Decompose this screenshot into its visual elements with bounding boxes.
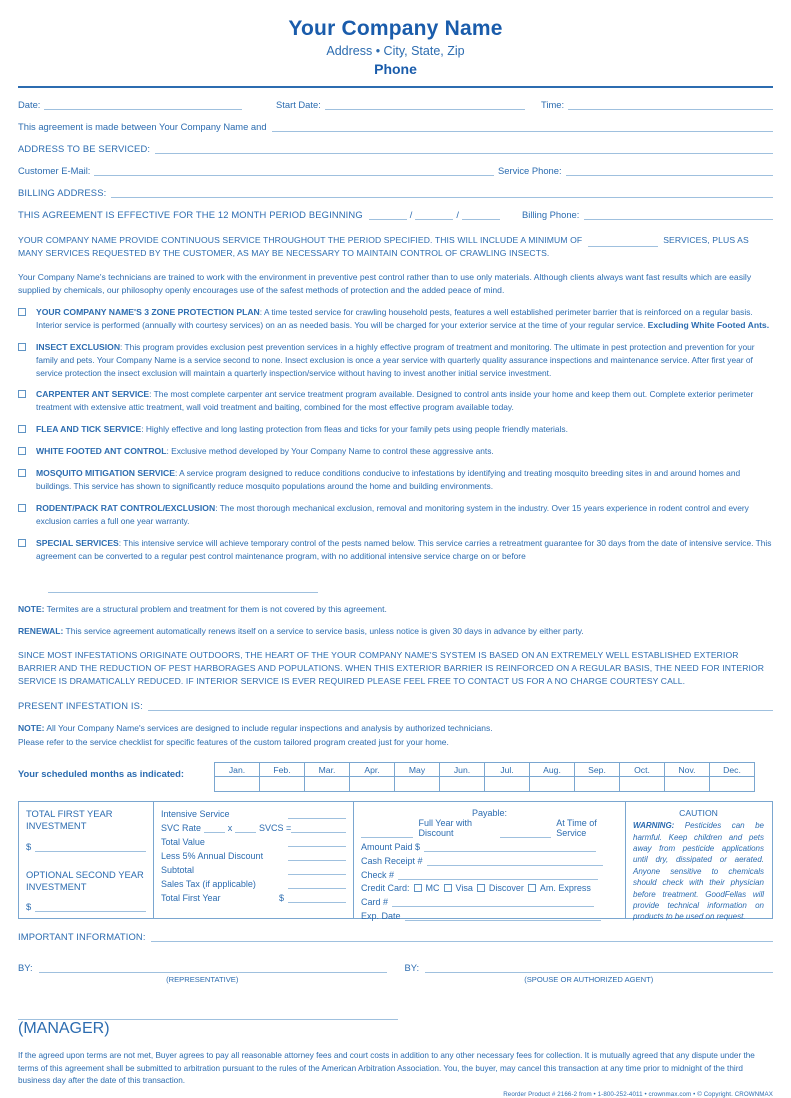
note-termites xyxy=(18,603,773,616)
service-item-3-zone-protection[interactable] xyxy=(18,306,773,332)
service-body: : A service program designed to reduce conditions conducive to infestations by identifying and treating mosquito breeding sites in and around homes and buildings. This service has shown to significantly reduce mosquito populations around the home and building environments. xyxy=(36,468,741,492)
warning-text: Pesticides can be harmful. Keep children and pets away from pesticide applications until dry, dissipated or aerated. Anyone sensitive to chemicals should check with their physician before treatment. GoodFellas will provide technical information on products to be used on request. xyxy=(633,821,764,922)
line-label: SVC Rate xyxy=(161,823,202,834)
note-checklist: Please refer to the service checklist for specific features of the custom tailored program created just for your home. xyxy=(18,736,449,747)
card-option-discover: Discover xyxy=(488,883,524,894)
service-body: : Highly effective and long lasting protection from fleas and ticks for your family pets using people friendly materials. xyxy=(141,424,568,435)
important-information-input[interactable] xyxy=(151,931,773,942)
month-cell-oct[interactable] xyxy=(620,777,665,792)
service-item-insect-exclusion[interactable] xyxy=(18,341,773,380)
effective-period-row xyxy=(18,209,773,220)
checkbox-icon[interactable] xyxy=(18,447,26,455)
service-title: CARPENTER ANT SERVICE xyxy=(36,389,150,400)
service-bold-tail: Excluding White Footed Ants. xyxy=(647,319,770,330)
continuous-service-text-1: YOUR COMPANY NAME PROVIDE CONTINUOUS SERVICE THROUGHOUT THE PERIOD SPECIFIED. THIS WILL INCLUDE A MINIMUM OF xyxy=(18,235,583,245)
full-year-discount-input[interactable] xyxy=(361,827,413,838)
optional-second-year-investment-input[interactable] xyxy=(35,901,146,912)
date-row xyxy=(18,99,773,110)
month-cell-mar[interactable] xyxy=(305,777,350,792)
card-number-label: Card # xyxy=(361,897,389,908)
email-phone-row xyxy=(18,165,773,176)
checkbox-icon[interactable] xyxy=(18,308,26,316)
dollar-sign: $ xyxy=(26,901,32,913)
dollar-sign: $ xyxy=(278,893,284,904)
note-text: Termites are a structural problem and treatment for them is not covered by this agreement. xyxy=(44,603,387,614)
charges-column xyxy=(154,802,354,918)
scheduled-months-section xyxy=(18,762,773,792)
caution-column xyxy=(626,802,771,922)
continuous-service-text-2: SERVICES, PLUS AS MANY SERVICES REQUESTED BY THE CUSTOMER, AS MAY BE NECESSARY TO MAINTAIN CONTROL OF CRAWLING INSECTS. xyxy=(18,235,749,258)
scheduled-months-label: Your scheduled months as indicated: xyxy=(18,768,184,780)
special-services-date-input[interactable] xyxy=(48,582,318,593)
credit-card-row[interactable] xyxy=(361,883,618,893)
time-field[interactable] xyxy=(541,99,773,110)
check-number-input[interactable] xyxy=(398,869,598,880)
company-phone: Phone xyxy=(374,61,417,77)
start-date-label: Start Date: xyxy=(276,99,321,110)
amount-paid-input[interactable] xyxy=(424,841,596,852)
service-body: : The most thorough mechanical exclusion, removal and monitoring system in the industry. Over 15 years experience in rodent control and every exclusion carries a full one year warranty. xyxy=(36,503,749,527)
agreement-between-label: This agreement is made between Your Company Name and xyxy=(18,121,267,132)
customer-email-label: Customer E-Mail: xyxy=(18,165,91,176)
header-divider xyxy=(18,86,773,88)
cash-receipt-row[interactable] xyxy=(361,855,618,866)
checkbox-icon[interactable] xyxy=(18,504,26,512)
line-label: Intensive Service xyxy=(161,809,230,820)
service-body: : This program provides exclusion pest prevention services in a highly effective program of treatment and monitoring. The ultimate in pest protection and prevention for your family and pets. Your Company Name is a service second to none. Insect exclusion is once a year service with quarterly quality assurance inspections and maintenance service. After first year of service protection the insect exclusion will maintain a quarterly inspection/service without having to invest another initial service investment. xyxy=(36,341,755,378)
svc-rate-multiplier: x xyxy=(227,823,233,834)
address-serviced-row xyxy=(18,143,773,154)
service-item-rodent-pack-rat[interactable] xyxy=(18,502,773,528)
month-cell-dec[interactable] xyxy=(710,777,755,792)
checkbox-icon-mc[interactable] xyxy=(414,884,422,892)
service-title: RODENT/PACK RAT CONTROL/EXCLUSION xyxy=(36,503,216,514)
service-body: : Exclusive method developed by Your Company Name to control these aggressive ants. xyxy=(166,446,494,457)
customer-email-input[interactable] xyxy=(94,165,494,176)
service-item-mosquito-mitigation[interactable] xyxy=(18,467,773,493)
representative-signature-input[interactable] xyxy=(39,962,387,973)
philosophy-paragraph: Your Company Name's technicians are trained to work with the environment in preventive pest control rather than to use only materials. Although clients always want fast results which are easily supplied by chemicals, our philosophy openly encourages use of the safest methods of protection and the added peace of mind. xyxy=(18,271,752,295)
card-option-mc: MC xyxy=(425,883,440,894)
warning-label: WARNING: xyxy=(633,821,675,831)
exp-date-row[interactable] xyxy=(361,910,618,921)
caution-title: CAUTION xyxy=(679,808,718,819)
optional-second-year-investment-label: OPTIONAL SECOND YEAR INVESTMENT xyxy=(26,868,144,892)
line-label: Less 5% Annual Discount xyxy=(161,851,264,862)
at-time-of-service-input[interactable] xyxy=(500,827,551,838)
line-sales-tax[interactable] xyxy=(161,878,346,889)
financial-box xyxy=(18,801,773,922)
services-list xyxy=(18,306,773,563)
address-serviced-input[interactable] xyxy=(155,143,773,154)
line-annual-discount[interactable] xyxy=(161,850,346,861)
month-header-aug: Aug. xyxy=(530,763,575,777)
signature-representative xyxy=(18,962,387,984)
card-option-amex: Am. Express xyxy=(539,883,591,894)
note-label: NOTE: xyxy=(18,603,45,614)
service-item-special-services[interactable] xyxy=(18,537,773,563)
full-year-discount-label: Full Year with Discount xyxy=(418,818,472,839)
outdoors-paragraph: SINCE MOST INFESTATIONS ORIGINATE OUTDOORS, THE HEART OF THE YOUR COMPANY NAME'S SYSTEM IS BASED ON AN EXTREMELY WELL ESTABLISHED EXTERIOR BARRIER AND THE REDUCTION OF PEST HARBORAGES AND POPULATIONS. WHEN THIS EXTERIOR BARRIER IS REINFORCED ON A REGULAR BASIS, THE NEED FOR INTERIOR SERVICE IS DRAMATICALLY REDUCED. IF INTERIOR SERVICE IS EVER REQUIRED PLEASE FEEL FREE TO CONTACT US FOR A NO CHARGE COURTESY CALL. xyxy=(18,650,765,686)
important-information-label: IMPORTANT INFORMATION: xyxy=(18,931,146,943)
effective-day-input[interactable] xyxy=(415,209,453,220)
month-header-dec: Dec. xyxy=(710,763,755,777)
month-cell-feb[interactable] xyxy=(260,777,305,792)
month-header-apr: Apr. xyxy=(350,763,395,777)
service-title: FLEA AND TICK SERVICE xyxy=(36,424,142,435)
line-subtotal[interactable] xyxy=(161,864,346,875)
check-number-label: Check # xyxy=(361,870,395,881)
month-header-oct: Oct. xyxy=(620,763,665,777)
table-row-month-checkboxes xyxy=(215,777,755,792)
effective-slash-2: / xyxy=(456,209,460,220)
effective-year-input[interactable] xyxy=(462,209,500,220)
month-header-nov: Nov. xyxy=(665,763,710,777)
month-cell-aug[interactable] xyxy=(530,777,575,792)
effective-slash-1: / xyxy=(409,209,413,220)
service-title: YOUR COMPANY NAME'S 3 ZONE PROTECTION PLAN xyxy=(36,306,260,317)
service-phone-input[interactable] xyxy=(566,165,773,176)
line-input[interactable] xyxy=(288,864,346,875)
present-infestation-row xyxy=(18,700,773,711)
checkbox-icon[interactable] xyxy=(18,425,26,433)
service-title: INSECT EXCLUSION xyxy=(36,341,121,352)
service-body: : This intensive service will achieve temporary control of the pests named below. This service carries a retreatment guarantee for 30 days from the date of intensive service. This agreement can be converted to a regular pest control maintenance program, with no additional intensive service charge on or before xyxy=(36,537,772,561)
billing-address-row xyxy=(18,187,773,198)
optional-second-year-investment-field[interactable] xyxy=(26,901,146,912)
start-date-input[interactable] xyxy=(325,99,525,110)
month-cell-apr[interactable] xyxy=(350,777,395,792)
month-cell-may[interactable] xyxy=(395,777,440,792)
caution-body xyxy=(633,820,764,922)
service-body: : The most complete carpenter ant service treatment program available. Designed to control ants inside your home and keep them out. Complete exterior perimeter treatment with extensive attic treatment, wall void treatment and baiting, combined for the most effective program available today. xyxy=(36,389,754,413)
at-time-of-service-label: At Time of Service xyxy=(556,818,597,839)
card-number-row[interactable] xyxy=(361,896,618,907)
checkbox-icon-amex[interactable] xyxy=(528,884,536,892)
line-label: Subtotal xyxy=(161,865,195,876)
footer-terms: If the agreed upon terms are not met, Buyer agrees to pay all reasonable attorney fees and court costs in addition to any other necessary fees for collection. It is mutually agreed that any dispute under the terms of this agreement shall be submitted to arbitration pursuant to the rules of the American Arbitration Association. You, the buyer, may cancel this transaction at any time prior to midnight of the third business day after the date of this transaction. xyxy=(18,1051,755,1085)
scheduled-months-table xyxy=(214,762,755,792)
spouse-signature-input[interactable] xyxy=(425,962,773,973)
month-header-feb: Feb. xyxy=(260,763,305,777)
line-total-first-year[interactable] xyxy=(161,892,346,903)
customer-email-field[interactable] xyxy=(18,165,498,176)
card-option-visa: Visa xyxy=(455,883,473,894)
time-input[interactable] xyxy=(568,99,773,110)
billing-address-input[interactable] xyxy=(111,187,773,198)
renewal-note xyxy=(18,625,773,638)
svc-rate-input[interactable] xyxy=(204,822,225,833)
total-first-year-investment-label: TOTAL FIRST YEAR INVESTMENT xyxy=(26,808,113,832)
spouse-caption: (SPOUSE OR AUTHORIZED AGENT) xyxy=(524,975,654,985)
document-header xyxy=(18,0,773,77)
by-label-representative: BY: xyxy=(18,962,33,974)
line-label: Total Value xyxy=(161,837,205,848)
line-input[interactable] xyxy=(288,892,346,903)
month-header-may: May xyxy=(395,763,440,777)
amount-paid-label: Amount Paid $ xyxy=(361,842,421,853)
month-cell-nov[interactable] xyxy=(665,777,710,792)
present-infestation-input[interactable] xyxy=(148,700,773,711)
svcs-count-input[interactable] xyxy=(235,822,256,833)
month-header-sep: Sep. xyxy=(575,763,620,777)
service-title: WHITE FOOTED ANT CONTROL xyxy=(36,446,167,457)
service-title: SPECIAL SERVICES xyxy=(36,537,119,548)
note2-text: All Your Company Name's services are designed to include regular inspections and analysis by authorized technicians. xyxy=(44,722,493,733)
total-first-year-investment-input[interactable] xyxy=(35,841,146,852)
service-item-flea-and-tick[interactable] xyxy=(18,423,773,436)
line-total-value[interactable] xyxy=(161,836,346,847)
payable-options-row[interactable] xyxy=(361,818,618,838)
billing-address-label: BILLING ADDRESS: xyxy=(18,187,107,198)
month-header-jul: Jul. xyxy=(485,763,530,777)
month-cell-sep[interactable] xyxy=(575,777,620,792)
checkbox-icon[interactable] xyxy=(18,469,26,477)
line-input[interactable] xyxy=(291,822,346,833)
date-field[interactable] xyxy=(18,99,276,110)
date-label: Date: xyxy=(18,99,41,110)
investment-column xyxy=(19,802,154,918)
billing-phone-label: Billing Phone: xyxy=(522,209,580,220)
important-information-row xyxy=(18,931,773,942)
renewal-text: This service agreement automatically renews itself on a service to service basis, unless notice is given 30 days in advance by either party. xyxy=(63,626,584,637)
month-cell-jun[interactable] xyxy=(440,777,485,792)
service-body: : A time tested service for crawling household pests, features a well established perimeter barrier that is reinforced on a regular basis. Interior service is performed (annually with courtesy services) on an as needed basis. You will be charged for your exterior service at the time of your regular service. xyxy=(36,306,753,330)
present-infestation-label: PRESENT INFESTATION IS: xyxy=(18,699,143,711)
payment-column xyxy=(354,802,626,922)
svcs-equals-label: SVCS = xyxy=(259,823,292,834)
signature-section xyxy=(18,962,773,984)
agreement-between-input[interactable] xyxy=(272,121,773,132)
total-first-year-investment-field[interactable] xyxy=(26,841,146,852)
exp-date-label: Exp. Date xyxy=(361,911,401,922)
note-inspections xyxy=(18,722,773,735)
minimum-services-input[interactable] xyxy=(588,236,658,247)
continuous-service-paragraph xyxy=(18,234,773,260)
amount-paid-row[interactable] xyxy=(361,841,618,852)
billing-phone-input[interactable] xyxy=(584,209,773,220)
effective-period-label: THIS AGREEMENT IS EFFECTIVE FOR THE 12 MONTH PERIOD BEGINNING xyxy=(18,209,363,220)
line-intensive-service[interactable] xyxy=(161,808,346,819)
exp-date-input[interactable] xyxy=(405,910,601,921)
checkbox-icon[interactable] xyxy=(18,343,26,351)
time-label: Time: xyxy=(541,99,565,110)
signature-spouse xyxy=(405,962,774,984)
line-input[interactable] xyxy=(288,850,346,861)
checkbox-icon[interactable] xyxy=(18,539,26,547)
manager-signature-input[interactable] xyxy=(18,1009,398,1020)
cash-receipt-label: Cash Receipt # xyxy=(361,856,423,867)
address-serviced-label: ADDRESS TO BE SERVICED: xyxy=(18,143,151,154)
table-row-month-headers xyxy=(215,763,755,777)
checkbox-icon[interactable] xyxy=(18,390,26,398)
note2-label: NOTE: xyxy=(18,722,45,733)
line-label: Total First Year xyxy=(161,893,221,904)
cash-receipt-input[interactable] xyxy=(427,855,603,866)
line-svc-rate[interactable] xyxy=(161,822,346,833)
service-title: MOSQUITO MITIGATION SERVICE xyxy=(36,468,175,479)
service-phone-field[interactable] xyxy=(498,165,773,176)
month-header-jan: Jan. xyxy=(215,763,260,777)
manager-caption: (MANAGER) xyxy=(18,1020,110,1038)
renewal-label: RENEWAL: xyxy=(18,626,64,637)
representative-caption: (REPRESENTATIVE) xyxy=(166,975,239,985)
dollar-sign: $ xyxy=(26,840,32,852)
month-cell-jan[interactable] xyxy=(215,777,260,792)
check-number-row[interactable] xyxy=(361,869,618,880)
start-date-field[interactable] xyxy=(276,99,541,110)
card-number-input[interactable] xyxy=(392,896,594,907)
credit-card-label: Credit Card: xyxy=(361,883,410,894)
month-cell-jul[interactable] xyxy=(485,777,530,792)
by-label-spouse: BY: xyxy=(404,962,420,974)
date-input[interactable] xyxy=(44,99,242,110)
service-item-white-footed-ant[interactable] xyxy=(18,445,773,458)
line-input[interactable] xyxy=(288,878,346,889)
checkbox-icon-visa[interactable] xyxy=(444,884,452,892)
line-input[interactable] xyxy=(288,808,346,819)
service-phone-label: Service Phone: xyxy=(498,165,562,176)
company-name: Your Company Name xyxy=(288,17,503,40)
agreement-between-row xyxy=(18,121,773,132)
service-item-carpenter-ant[interactable] xyxy=(18,388,773,414)
company-address: Address • City, State, Zip xyxy=(326,44,465,58)
line-input[interactable] xyxy=(288,836,346,847)
month-header-mar: Mar. xyxy=(305,763,350,777)
reorder-info: Reorder Product # 2166-2 from • 1-800-252-4011 • crownmax.com • © Copyright. CROWNMAX xyxy=(503,1091,773,1098)
month-header-jun: Jun. xyxy=(440,763,485,777)
effective-month-input[interactable] xyxy=(369,209,407,220)
checkbox-icon-discover[interactable] xyxy=(477,884,485,892)
line-label: Sales Tax (if applicable) xyxy=(161,879,256,890)
payable-header: Payable: xyxy=(471,808,508,819)
